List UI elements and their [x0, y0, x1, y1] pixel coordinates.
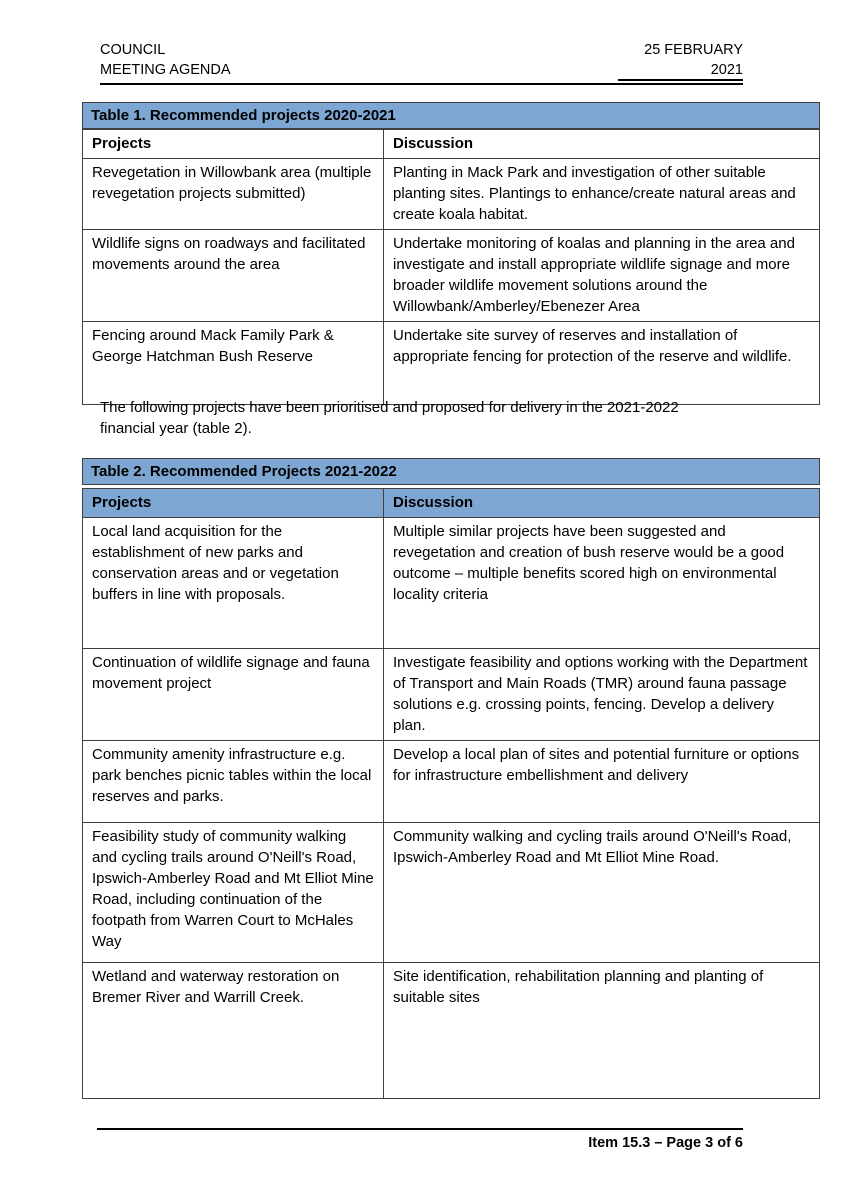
project-cell: Wetland and waterway restoration on Bremer River and Warrill Creek. — [83, 962, 383, 1098]
table-1-col-projects: Projects — [83, 129, 383, 158]
footer-item-page-label: Item 15.3 – Page 3 of 6 — [588, 1135, 743, 1151]
table-1-title: Table 1. Recommended projects 2020-2021 — [82, 102, 820, 129]
table-1 — [82, 102, 820, 405]
header-right-rule — [618, 79, 743, 81]
header-year-line: 2021 — [710, 62, 743, 78]
discussion-cell: Multiple similar projects have been suggested and revegetation and creation of bush reserve would be a good outcome – multiple benefits scored high on environmental locality criteria — [383, 517, 819, 648]
project-cell: Local land acquisition for the establishment of new parks and conservation areas and or vegetation buffers in line with proposals. — [83, 517, 383, 648]
table-2-col-projects: Projects — [83, 489, 383, 517]
table-row — [83, 321, 819, 404]
header-meeting-agenda-line: MEETING AGENDA — [100, 62, 231, 78]
intro-paragraph: The following projects have been prioritised and proposed for delivery in the 2021-2022 financial year (table 2). — [100, 399, 679, 437]
table-row — [83, 740, 819, 822]
header-right — [644, 40, 743, 80]
discussion-cell: Undertake monitoring of koalas and planning in the area and investigate and install appropriate wildlife signage and more broader wildlife movement solutions around the Willowbank/Amberley/Ebenezer Area — [383, 229, 819, 321]
table-row — [83, 517, 819, 648]
project-cell: Community amenity infrastructure e.g. park benches picnic tables within the local reserves and parks. — [83, 740, 383, 822]
table-row — [83, 962, 819, 1098]
header-left — [100, 40, 231, 80]
discussion-cell: Site identification, rehabilitation planning and planting of suitable sites — [383, 962, 819, 1098]
project-cell: Fencing around Mack Family Park & George Hatchman Bush Reserve — [83, 321, 383, 404]
project-cell: Continuation of wildlife signage and fauna movement project — [83, 648, 383, 740]
table-2-grid — [82, 488, 820, 1099]
discussion-cell: Planting in Mack Park and investigation of other suitable planting sites. Plantings to enhance/create natural areas and create koala habitat. — [383, 158, 819, 229]
table-1-header-row — [83, 129, 819, 158]
table-row — [83, 229, 819, 321]
discussion-cell: Investigate feasibility and options working with the Department of Transport and Main Roads (TMR) around fauna passage solutions e.g. crossing points, fencing. Develop a delivery plan. — [383, 648, 819, 740]
table-2 — [82, 458, 820, 1099]
page-footer — [97, 1128, 743, 1151]
project-cell: Wildlife signs on roadways and facilitated movements around the area — [83, 229, 383, 321]
table-row — [83, 822, 819, 962]
table-row — [83, 648, 819, 740]
table-1-grid — [82, 129, 820, 405]
project-cell: Feasibility study of community walking and cycling trails around O'Neill's Road, Ipswich-Amberley Road and Mt Elliot Mine Road, including continuation of the footpath from Warren Court to McHales Way — [83, 822, 383, 962]
discussion-cell: Develop a local plan of sites and potential furniture or options for infrastructure embellishment and delivery — [383, 740, 819, 822]
table-2-title: Table 2. Recommended Projects 2021-2022 — [82, 458, 820, 485]
discussion-cell: Undertake site survey of reserves and installation of appropriate fencing for protection of the reserve and wildlife. — [383, 321, 819, 404]
table-row — [83, 158, 819, 229]
table-1-col-discussion: Discussion — [383, 129, 819, 158]
project-cell: Revegetation in Willowbank area (multiple revegetation projects submitted) — [83, 158, 383, 229]
table-2-header-row — [83, 489, 819, 517]
header-council-line: COUNCIL — [100, 42, 166, 58]
header-date-line: 25 FEBRUARY — [644, 42, 743, 58]
discussion-cell: Community walking and cycling trails around O'Neill's Road, Ipswich-Amberley Road and Mt Elliot Mine Road. — [383, 822, 819, 962]
table-2-col-discussion: Discussion — [383, 489, 819, 517]
